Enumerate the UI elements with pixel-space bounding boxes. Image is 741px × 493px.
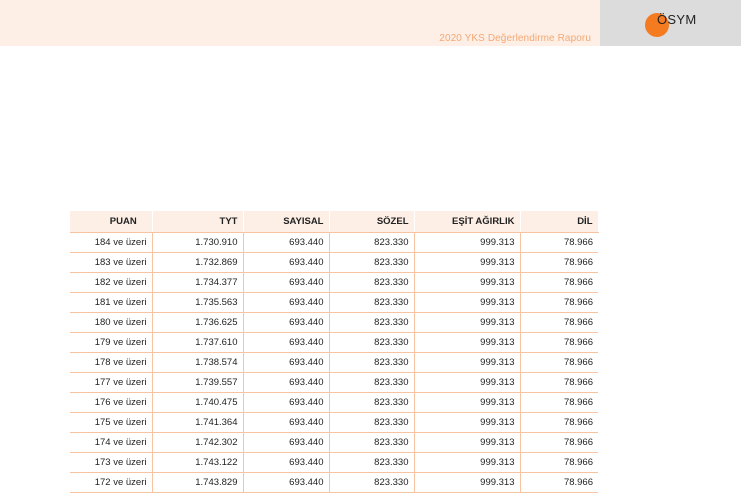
sozel-cell: 823.330 <box>329 473 414 493</box>
sozel-cell: 823.330 <box>329 353 414 373</box>
sozel-cell: 823.330 <box>329 433 414 453</box>
table-row <box>70 393 598 413</box>
score-table <box>70 211 599 493</box>
sozel-cell: 823.330 <box>329 293 414 313</box>
dil-cell: 78.966 <box>520 453 598 473</box>
esit-agirlik-cell: 999.313 <box>414 273 520 293</box>
puan-cell: 173 ve üzeri <box>70 453 152 473</box>
tyt-cell: 1.732.869 <box>152 253 243 273</box>
dil-cell: 78.966 <box>520 313 598 333</box>
report-title: 2020 YKS Değerlendirme Raporu <box>439 33 591 44</box>
table-row <box>70 233 598 253</box>
puan-cell: 174 ve üzeri <box>70 433 152 453</box>
sozel-cell: 823.330 <box>329 253 414 273</box>
tyt-cell: 1.736.625 <box>152 313 243 333</box>
esit-agirlik-cell: 999.313 <box>414 433 520 453</box>
tyt-cell: 1.737.610 <box>152 333 243 353</box>
sayisal-cell: 693.440 <box>243 233 329 253</box>
dil-cell: 78.966 <box>520 233 598 253</box>
sozel-cell: 823.330 <box>329 313 414 333</box>
sayisal-cell: 693.440 <box>243 433 329 453</box>
dil-cell: 78.966 <box>520 353 598 373</box>
esit-agirlik-cell: 999.313 <box>414 473 520 493</box>
logo-text: ÖSYM <box>657 12 697 27</box>
table-body <box>70 233 598 493</box>
tyt-cell: 1.739.557 <box>152 373 243 393</box>
dil-cell: 78.966 <box>520 373 598 393</box>
table-row <box>70 333 598 353</box>
sayisal-cell: 693.440 <box>243 333 329 353</box>
puan-cell: 175 ve üzeri <box>70 413 152 433</box>
tyt-cell: 1.735.563 <box>152 293 243 313</box>
column-header-sozel: SÖZEL <box>329 211 414 233</box>
sayisal-cell: 693.440 <box>243 313 329 333</box>
puan-cell: 177 ve üzeri <box>70 373 152 393</box>
column-header-puan: PUAN <box>70 211 152 233</box>
sayisal-cell: 693.440 <box>243 373 329 393</box>
sozel-cell: 823.330 <box>329 333 414 353</box>
dil-cell: 78.966 <box>520 333 598 353</box>
table-row <box>70 353 598 373</box>
tyt-cell: 1.730.910 <box>152 233 243 253</box>
column-header-sayisal: SAYISAL <box>243 211 329 233</box>
puan-cell: 180 ve üzeri <box>70 313 152 333</box>
sozel-cell: 823.330 <box>329 393 414 413</box>
column-header-esit-agirlik: EŞİT AĞIRLIK <box>414 211 520 233</box>
dil-cell: 78.966 <box>520 253 598 273</box>
sayisal-cell: 693.440 <box>243 473 329 493</box>
table-row <box>70 253 598 273</box>
dil-cell: 78.966 <box>520 433 598 453</box>
dil-cell: 78.966 <box>520 473 598 493</box>
tyt-cell: 1.740.475 <box>152 393 243 413</box>
table-row <box>70 413 598 433</box>
sayisal-cell: 693.440 <box>243 273 329 293</box>
sozel-cell: 823.330 <box>329 453 414 473</box>
table-row <box>70 433 598 453</box>
tyt-cell: 1.738.574 <box>152 353 243 373</box>
score-table-container <box>70 211 598 493</box>
tyt-cell: 1.743.829 <box>152 473 243 493</box>
esit-agirlik-cell: 999.313 <box>414 373 520 393</box>
table-row <box>70 313 598 333</box>
puan-cell: 172 ve üzeri <box>70 473 152 493</box>
table-row <box>70 453 598 473</box>
tyt-cell: 1.743.122 <box>152 453 243 473</box>
table-row <box>70 293 598 313</box>
table-row <box>70 273 598 293</box>
esit-agirlik-cell: 999.313 <box>414 413 520 433</box>
puan-cell: 182 ve üzeri <box>70 273 152 293</box>
esit-agirlik-cell: 999.313 <box>414 293 520 313</box>
esit-agirlik-cell: 999.313 <box>414 353 520 373</box>
column-header-dil: DİL <box>520 211 598 233</box>
puan-cell: 183 ve üzeri <box>70 253 152 273</box>
dil-cell: 78.966 <box>520 293 598 313</box>
esit-agirlik-cell: 999.313 <box>414 313 520 333</box>
table-header <box>70 211 598 233</box>
sozel-cell: 823.330 <box>329 373 414 393</box>
sayisal-cell: 693.440 <box>243 253 329 273</box>
sayisal-cell: 693.440 <box>243 353 329 373</box>
sayisal-cell: 693.440 <box>243 293 329 313</box>
puan-cell: 176 ve üzeri <box>70 393 152 413</box>
sayisal-cell: 693.440 <box>243 413 329 433</box>
dil-cell: 78.966 <box>520 273 598 293</box>
esit-agirlik-cell: 999.313 <box>414 393 520 413</box>
esit-agirlik-cell: 999.313 <box>414 453 520 473</box>
tyt-cell: 1.742.302 <box>152 433 243 453</box>
sozel-cell: 823.330 <box>329 233 414 253</box>
puan-cell: 184 ve üzeri <box>70 233 152 253</box>
esit-agirlik-cell: 999.313 <box>414 233 520 253</box>
table-row <box>70 473 598 493</box>
table-row <box>70 373 598 393</box>
esit-agirlik-cell: 999.313 <box>414 253 520 273</box>
header-row <box>70 211 598 233</box>
puan-cell: 181 ve üzeri <box>70 293 152 313</box>
tyt-cell: 1.734.377 <box>152 273 243 293</box>
sayisal-cell: 693.440 <box>243 393 329 413</box>
dil-cell: 78.966 <box>520 393 598 413</box>
sozel-cell: 823.330 <box>329 273 414 293</box>
tyt-cell: 1.741.364 <box>152 413 243 433</box>
puan-cell: 178 ve üzeri <box>70 353 152 373</box>
sozel-cell: 823.330 <box>329 413 414 433</box>
esit-agirlik-cell: 999.313 <box>414 333 520 353</box>
dil-cell: 78.966 <box>520 413 598 433</box>
column-header-tyt: TYT <box>152 211 243 233</box>
puan-cell: 179 ve üzeri <box>70 333 152 353</box>
sayisal-cell: 693.440 <box>243 453 329 473</box>
